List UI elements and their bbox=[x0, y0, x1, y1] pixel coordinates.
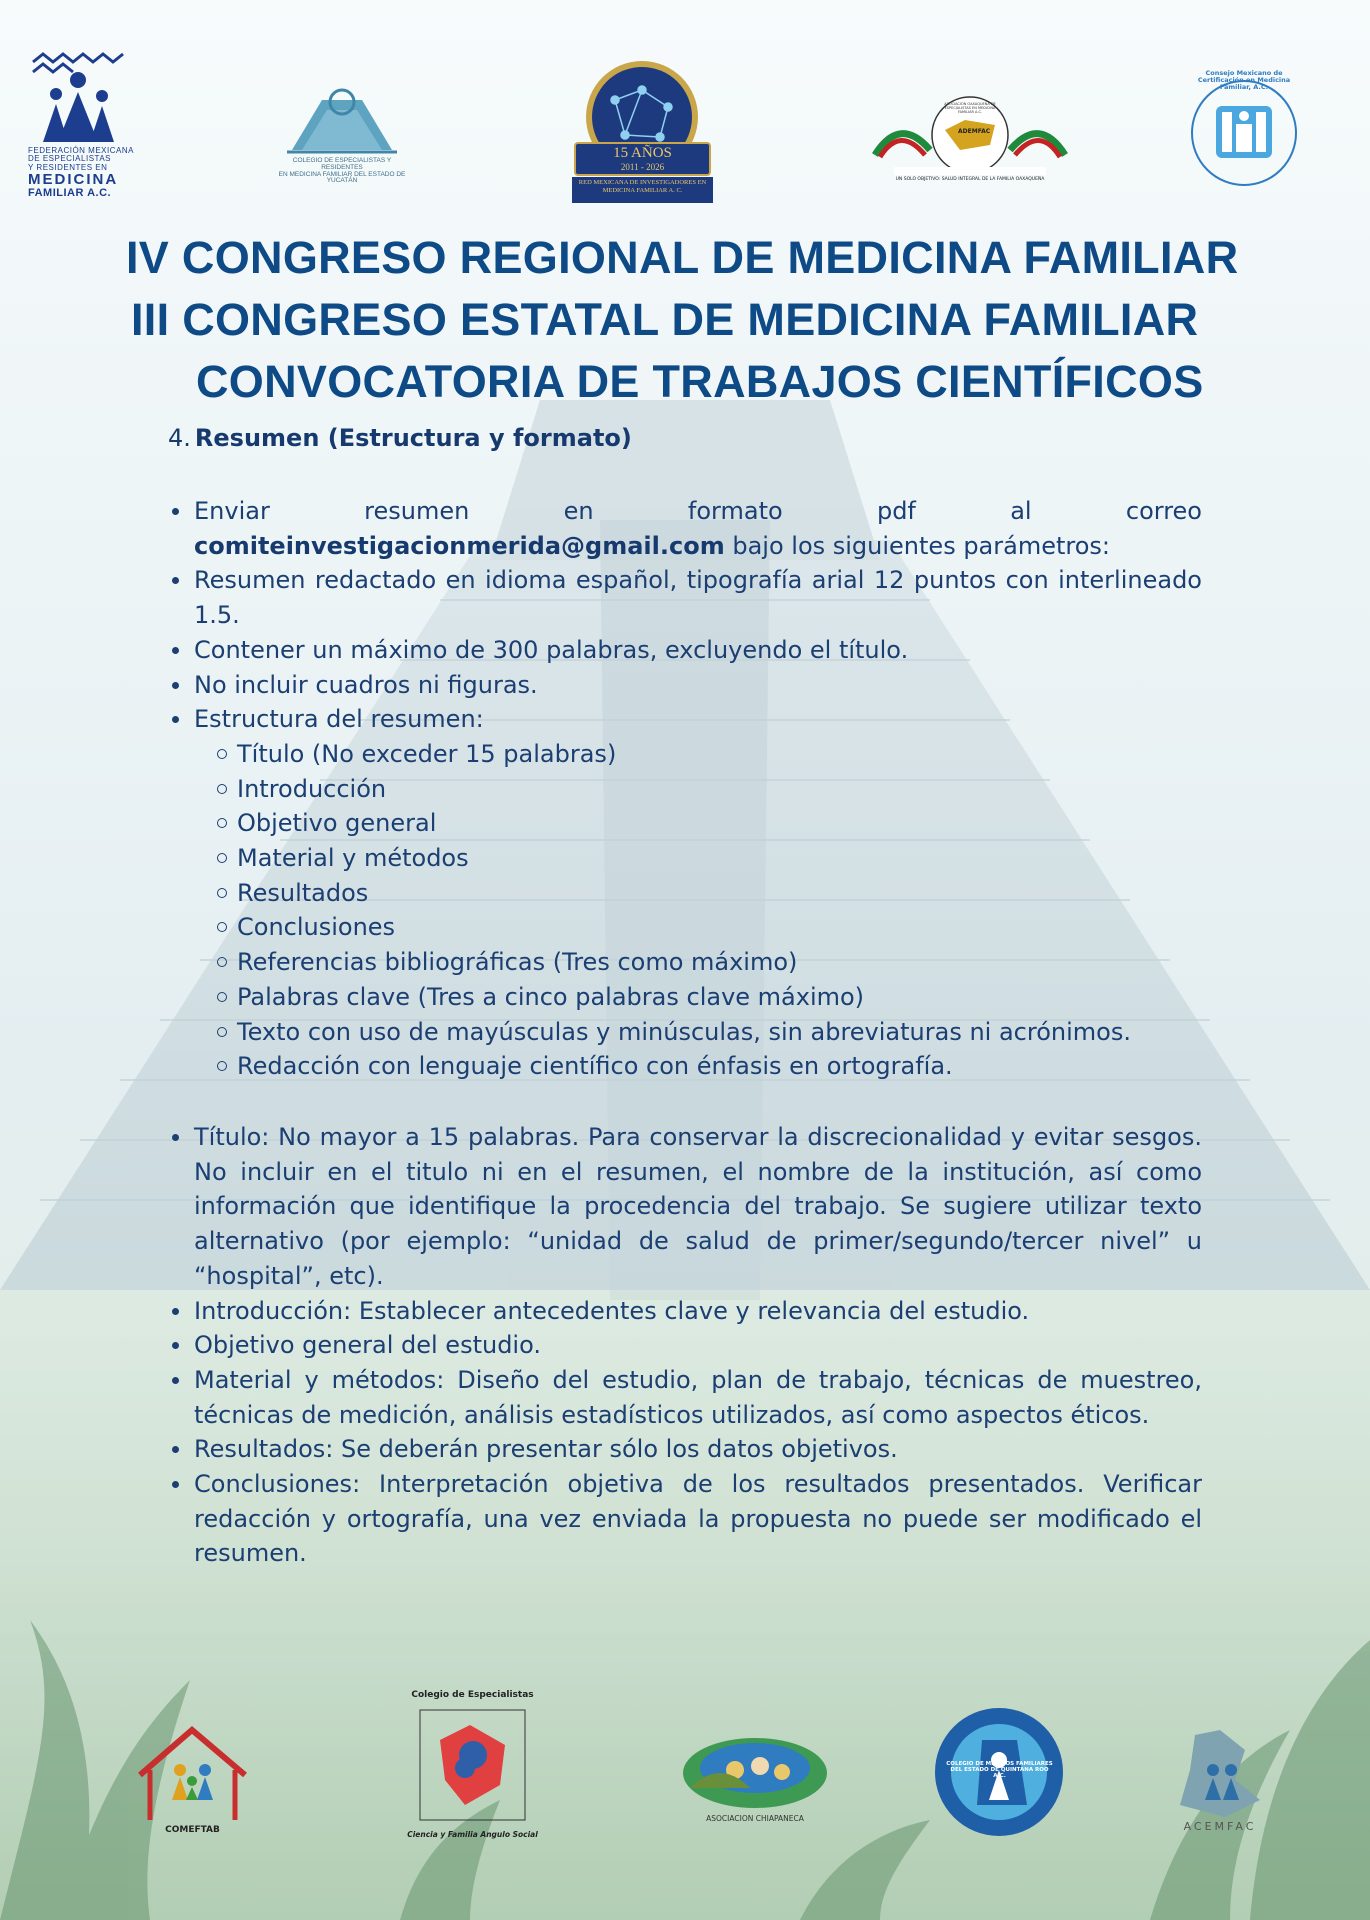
chiapas-bottom: Ciencia y Familia Angulo Social bbox=[407, 1830, 538, 1839]
pyramid-emblem-icon bbox=[282, 80, 402, 158]
list-item: Material y métodos: Diseño del estudio, plan de trabajo, técnicas de muestreo, técnicas de medición, análisis estadísticos utilizados, así como aspectos éticos. bbox=[194, 1363, 1202, 1432]
quintana-roo-arc: COLEGIO DE MEDICOS FAMILIARES DEL ESTADO DE QUINTANA ROO A.C. bbox=[946, 1761, 1053, 1780]
house-family-icon bbox=[135, 1725, 250, 1825]
list-item: Resumen redactado en idioma español, tipografía arial 12 puntos con interlineado 1.5. bbox=[194, 563, 1202, 632]
list-item-text: bajo los siguientes parámetros: bbox=[724, 531, 1111, 560]
section-number: 4. bbox=[168, 424, 191, 452]
oaxaca-caption: UN SOLO OBJETIVO: SALUD INTEGRAL DE LA FAMILIA OAXAQUEÑA bbox=[895, 177, 1045, 182]
logo-colegio-chiapas bbox=[405, 1690, 540, 1855]
logo-acemfac bbox=[1165, 1725, 1275, 1840]
logo-asociacion-oaxaca bbox=[870, 95, 1070, 190]
sublist-item: Título (No exceder 15 palabras) bbox=[237, 737, 1202, 772]
list-item-text: Enviar resumen en formato pdf al correo bbox=[194, 497, 1202, 525]
chiapaneca-label: ASOCIACION CHIAPANECA bbox=[706, 1814, 804, 1823]
title-line-1: IV CONGRESO REGIONAL DE MEDICINA FAMILIAR bbox=[126, 232, 1239, 283]
family-figures-icon bbox=[28, 52, 128, 147]
structure-sublist bbox=[194, 737, 1202, 1084]
list-item: Resultados: Se deberán presentar sólo los datos objetivos. bbox=[194, 1432, 1202, 1467]
cometfab-label: COMEFTAB bbox=[165, 1825, 220, 1835]
list-item: Título: No mayor a 15 palabras. Para conservar la discrecionalidad y evitar sesgos. No incluir en el titulo ni en el resumen, el nombre de la institución, así como información que identifique la procedencia del trabajo. Se sugiere utilizar texto alternativo (por ejemplo: “unidad de salud de primer/segundo/tercer nivel” u “hospital”, etc). bbox=[194, 1120, 1202, 1294]
logo-consejo-certificacion bbox=[1188, 68, 1300, 198]
list-item: Objetivo general del estudio. bbox=[194, 1328, 1202, 1363]
sublist-item: Material y métodos bbox=[237, 841, 1202, 876]
section-guidelines-list bbox=[194, 1120, 1202, 1571]
logo-colegio-yucatan-line2: EN MEDICINA FAMILIAR DEL ESTADO DE YUCATÁN bbox=[278, 170, 406, 185]
sublist-item: Redacción con lenguaje científico con énfasis en ortografía. bbox=[237, 1049, 1202, 1084]
acemfac-label: ACEMFAC bbox=[1183, 1820, 1257, 1833]
logo-colegio-quintana-roo bbox=[932, 1705, 1067, 1840]
logo-colegio-yucatan-line1: COLEGIO DE ESPECIALISTAS Y RESIDENTES bbox=[292, 157, 392, 171]
nature-collage-icon bbox=[680, 1728, 830, 1808]
section-title: Resumen (Estructura y formato) bbox=[194, 424, 632, 452]
consejo-arc: Consejo Mexicano de Certificación en Medicina Familiar, A.C. bbox=[1197, 69, 1291, 92]
list-item: Conclusiones: Interpretación objetiva de los resultados presentados. Verificar redacción y ortografía, una vez enviada la propuesta no puede ser modificado el resumen. bbox=[194, 1467, 1202, 1571]
sublist-item: Conclusiones bbox=[237, 910, 1202, 945]
list-item-text: Estructura del resumen: bbox=[194, 705, 484, 734]
list-item bbox=[194, 494, 1202, 563]
list-item bbox=[194, 702, 1202, 1084]
sublist-item: Resultados bbox=[237, 876, 1202, 911]
logo-colegio-yucatan bbox=[272, 80, 412, 190]
sublist-item: Introducción bbox=[237, 772, 1202, 807]
sublist-item: Referencias bibliográficas (Tres como máximo) bbox=[237, 945, 1202, 980]
logo-femmefam bbox=[28, 52, 138, 212]
redmimf-range: 2011 - 2026 bbox=[620, 162, 665, 172]
oaxaca-arc: ASOCIACIÓN OAXAQUEÑA DE ESPECIALISTAS EN MEDICINA FAMILIAR A.C. bbox=[944, 102, 996, 114]
list-item: Contener un máximo de 300 palabras, excluyendo el título. bbox=[194, 633, 1202, 668]
list-item: Introducción: Establecer antecedentes clave y relevancia del estudio. bbox=[194, 1294, 1202, 1329]
sublist-item: Objetivo general bbox=[237, 806, 1202, 841]
list-item: No incluir cuadros ni figuras. bbox=[194, 668, 1202, 703]
section-heading bbox=[168, 424, 632, 452]
chiapas-map-icon bbox=[405, 1700, 540, 1830]
format-parameters-list bbox=[194, 494, 1202, 1084]
logo-redmimf bbox=[570, 55, 715, 205]
logo-femmefam-text: FEDERACIÓN MEXICANA DE ESPECIALISTAS Y RESIDENTES EN MEDICINA FAMILIAR A.C. bbox=[28, 146, 134, 199]
chiapas-top: Colegio de Especialistas bbox=[411, 1690, 534, 1700]
sublist-item: Palabras clave (Tres a cinco palabras clave máximo) bbox=[237, 980, 1202, 1015]
redmimf-caption: RED MEXICANA DE INVESTIGADORES EN MEDICINA FAMILIAR A. C. bbox=[578, 179, 707, 194]
oaxaca-badge: ADEMFAC bbox=[958, 128, 991, 135]
logo-asociacion-chiapaneca bbox=[680, 1728, 830, 1838]
title-line-3: CONVOCATORIA DE TRABAJOS CIENTÍFICOS bbox=[196, 356, 1204, 407]
logo-cometfab bbox=[135, 1725, 250, 1840]
email-link[interactable]: comiteinvestigacionmerida@gmail.com bbox=[194, 531, 725, 560]
title-line-2: III CONGRESO ESTATAL DE MEDICINA FAMILIAR bbox=[131, 294, 1199, 345]
redmimf-years: 15 AÑOS bbox=[613, 145, 672, 161]
sublist-item: Texto con uso de mayúsculas y minúsculas, sin abreviaturas ni acrónimos. bbox=[237, 1015, 1202, 1050]
campeche-map-family-icon bbox=[1165, 1725, 1275, 1820]
